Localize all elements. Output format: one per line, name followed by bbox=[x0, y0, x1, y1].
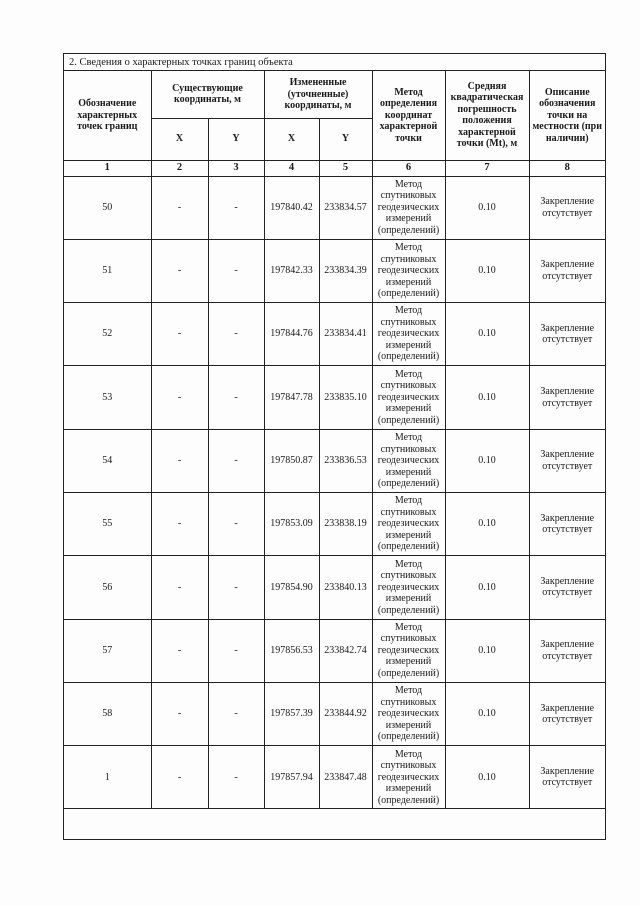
coord-y: 233834.41 bbox=[319, 303, 372, 366]
point-name: 54 bbox=[64, 429, 151, 492]
method: Метод спутниковых геодезических измерений (определений) bbox=[372, 176, 445, 239]
method: Метод спутниковых геодезических измерений (определений) bbox=[372, 682, 445, 745]
point-name: 52 bbox=[64, 303, 151, 366]
accuracy-mt: 0.10 bbox=[445, 746, 529, 809]
header-changed-coords: Измененные (уточненные) координаты, м bbox=[264, 71, 372, 118]
boundary-points-table bbox=[64, 71, 605, 809]
existing-y: - bbox=[208, 619, 264, 682]
column-number: 7 bbox=[445, 160, 529, 176]
header-changed-y: Y bbox=[319, 118, 372, 160]
table-row bbox=[64, 176, 605, 239]
existing-x: - bbox=[151, 746, 208, 809]
point-name: 1 bbox=[64, 746, 151, 809]
table-row bbox=[64, 492, 605, 555]
table-row bbox=[64, 429, 605, 492]
accuracy-mt: 0.10 bbox=[445, 239, 529, 302]
header-point-name: Обозначение характерных точек границ bbox=[64, 71, 151, 160]
accuracy-mt: 0.10 bbox=[445, 492, 529, 555]
coord-y: 233844.92 bbox=[319, 682, 372, 745]
existing-y: - bbox=[208, 303, 264, 366]
existing-y: - bbox=[208, 746, 264, 809]
header-method: Метод определения координат характерной точки bbox=[372, 71, 445, 160]
coord-y: 233838.19 bbox=[319, 492, 372, 555]
column-number: 2 bbox=[151, 160, 208, 176]
coord-y: 233840.13 bbox=[319, 556, 372, 619]
coord-x: 197844.76 bbox=[264, 303, 319, 366]
coord-x: 197853.09 bbox=[264, 492, 319, 555]
description: Закрепление отсутствует bbox=[529, 556, 605, 619]
description: Закрепление отсутствует bbox=[529, 366, 605, 429]
method: Метод спутниковых геодезических измерений (определений) bbox=[372, 239, 445, 302]
header-accuracy: Средняя квадратическая погрешность положения характерной точки (Mt), м bbox=[445, 71, 529, 160]
accuracy-mt: 0.10 bbox=[445, 619, 529, 682]
header-existing-x: X bbox=[151, 118, 208, 160]
table-row bbox=[64, 746, 605, 809]
header-existing-y: Y bbox=[208, 118, 264, 160]
accuracy-mt: 0.10 bbox=[445, 556, 529, 619]
description: Закрепление отсутствует bbox=[529, 303, 605, 366]
coord-y: 233847.48 bbox=[319, 746, 372, 809]
column-number: 8 bbox=[529, 160, 605, 176]
existing-x: - bbox=[151, 619, 208, 682]
table-row bbox=[64, 366, 605, 429]
point-name: 55 bbox=[64, 492, 151, 555]
existing-y: - bbox=[208, 176, 264, 239]
existing-x: - bbox=[151, 682, 208, 745]
existing-y: - bbox=[208, 239, 264, 302]
existing-x: - bbox=[151, 303, 208, 366]
table-row bbox=[64, 682, 605, 745]
document-frame bbox=[63, 53, 606, 840]
point-name: 53 bbox=[64, 366, 151, 429]
point-name: 58 bbox=[64, 682, 151, 745]
description: Закрепление отсутствует bbox=[529, 239, 605, 302]
accuracy-mt: 0.10 bbox=[445, 682, 529, 745]
method: Метод спутниковых геодезических измерений (определений) bbox=[372, 619, 445, 682]
column-number: 3 bbox=[208, 160, 264, 176]
existing-x: - bbox=[151, 176, 208, 239]
existing-y: - bbox=[208, 429, 264, 492]
header-changed-x: X bbox=[264, 118, 319, 160]
column-number: 1 bbox=[64, 160, 151, 176]
existing-y: - bbox=[208, 492, 264, 555]
method: Метод спутниковых геодезических измерений (определений) bbox=[372, 492, 445, 555]
table-row bbox=[64, 303, 605, 366]
accuracy-mt: 0.10 bbox=[445, 366, 529, 429]
column-number: 6 bbox=[372, 160, 445, 176]
coord-y: 233834.39 bbox=[319, 239, 372, 302]
accuracy-mt: 0.10 bbox=[445, 429, 529, 492]
coord-x: 197857.94 bbox=[264, 746, 319, 809]
point-name: 57 bbox=[64, 619, 151, 682]
accuracy-mt: 0.10 bbox=[445, 176, 529, 239]
table-row bbox=[64, 619, 605, 682]
description: Закрепление отсутствует bbox=[529, 429, 605, 492]
coord-y: 233835.10 bbox=[319, 366, 372, 429]
coord-x: 197856.53 bbox=[264, 619, 319, 682]
method: Метод спутниковых геодезических измерений (определений) bbox=[372, 429, 445, 492]
existing-x: - bbox=[151, 239, 208, 302]
method: Метод спутниковых геодезических измерений (определений) bbox=[372, 366, 445, 429]
method: Метод спутниковых геодезических измерений (определений) bbox=[372, 556, 445, 619]
table-row bbox=[64, 556, 605, 619]
accuracy-mt: 0.10 bbox=[445, 303, 529, 366]
coord-y: 233834.57 bbox=[319, 176, 372, 239]
section-title: 2. Сведения о характерных точках границ объекта bbox=[64, 54, 605, 71]
coord-x: 197840.42 bbox=[264, 176, 319, 239]
point-name: 51 bbox=[64, 239, 151, 302]
existing-y: - bbox=[208, 366, 264, 429]
coord-x: 197854.90 bbox=[264, 556, 319, 619]
header-description: Описание обозначения точки на местности (при наличии) bbox=[529, 71, 605, 160]
description: Закрепление отсутствует bbox=[529, 176, 605, 239]
existing-x: - bbox=[151, 492, 208, 555]
point-name: 56 bbox=[64, 556, 151, 619]
existing-x: - bbox=[151, 556, 208, 619]
coord-x: 197847.78 bbox=[264, 366, 319, 429]
column-number: 4 bbox=[264, 160, 319, 176]
description: Закрепление отсутствует bbox=[529, 619, 605, 682]
existing-x: - bbox=[151, 429, 208, 492]
table-row bbox=[64, 239, 605, 302]
description: Закрепление отсутствует bbox=[529, 492, 605, 555]
description: Закрепление отсутствует bbox=[529, 746, 605, 809]
column-number: 5 bbox=[319, 160, 372, 176]
method: Метод спутниковых геодезических измерений (определений) bbox=[372, 746, 445, 809]
method: Метод спутниковых геодезических измерений (определений) bbox=[372, 303, 445, 366]
blank-footer-area bbox=[64, 803, 605, 839]
coord-x: 197857.39 bbox=[264, 682, 319, 745]
coord-y: 233836.53 bbox=[319, 429, 372, 492]
header-existing-coords: Существующие координаты, м bbox=[151, 71, 264, 118]
point-name: 50 bbox=[64, 176, 151, 239]
coord-x: 197850.87 bbox=[264, 429, 319, 492]
existing-y: - bbox=[208, 682, 264, 745]
existing-x: - bbox=[151, 366, 208, 429]
description: Закрепление отсутствует bbox=[529, 682, 605, 745]
existing-y: - bbox=[208, 556, 264, 619]
coord-x: 197842.33 bbox=[264, 239, 319, 302]
coord-y: 233842.74 bbox=[319, 619, 372, 682]
